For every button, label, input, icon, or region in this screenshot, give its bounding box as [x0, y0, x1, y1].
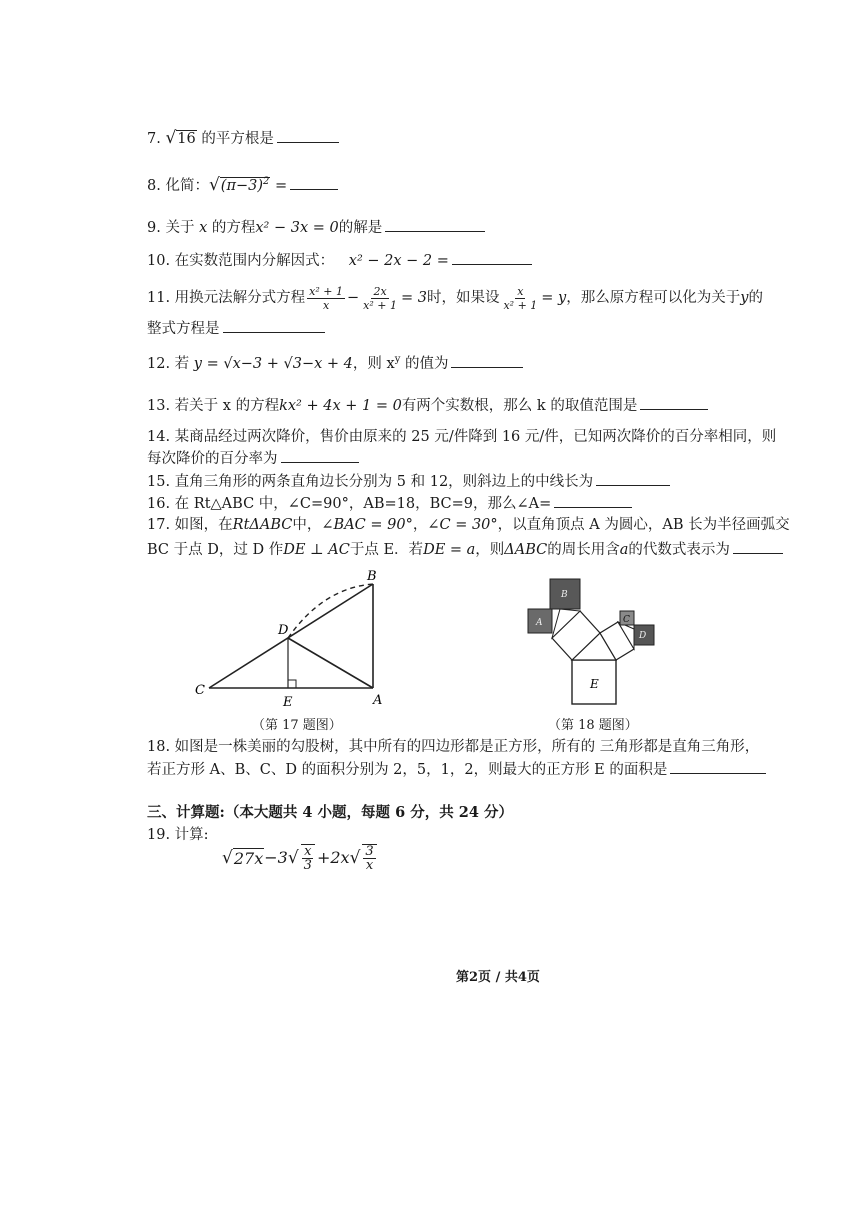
figure-17-caption: （第 17 题图）: [252, 718, 342, 733]
right-angle-mark: [288, 680, 296, 688]
numerator: 3: [365, 844, 374, 859]
triangle-name: RtΔABC: [232, 517, 293, 533]
figure-18-caption: （第 18 题图）: [548, 718, 638, 733]
label-c: C: [623, 615, 630, 625]
variable: x: [199, 220, 208, 236]
exponent: 2: [263, 176, 270, 187]
label-d: D: [639, 631, 647, 641]
question-17: [147, 515, 790, 535]
question-text: 有两个实数根，那么 k 的取值范围是: [401, 398, 638, 414]
label-a: A: [536, 618, 543, 628]
question-text: 某商品经过两次降价，售价由原来的 25 元/件降到 16 元/件，已知两次降价的百分率相同，则: [174, 429, 777, 445]
question-16: [147, 493, 632, 514]
sqrt-sign: √: [165, 128, 177, 148]
radicand: 16: [177, 131, 196, 147]
question-number: 17.: [147, 517, 171, 533]
denominator: x: [365, 858, 374, 873]
question-text: 计算:: [174, 827, 209, 843]
question-number: 10.: [147, 253, 171, 269]
radicand: (π−3): [220, 177, 264, 194]
question-number: 19.: [147, 827, 171, 843]
question-text: ，那么原方程可以化为关于: [566, 290, 741, 306]
question-text: 若关于 x 的方程: [174, 398, 280, 414]
question-text: 用换元法解分式方程: [174, 290, 306, 306]
minus-sign: −: [347, 290, 360, 306]
question-14-line-2: [147, 448, 359, 469]
label-b: B: [367, 569, 377, 584]
power-exponent: y: [394, 354, 401, 365]
answer-blank: [281, 448, 359, 463]
radicand: 27x: [233, 848, 264, 868]
question-text: BC 于点 D，过 D 作: [147, 542, 284, 558]
answer-blank: [277, 128, 339, 143]
triangle-name: ΔABC: [504, 542, 548, 558]
question-text: ，则: [352, 355, 382, 372]
angle-condition: ∠BAC = 90°: [321, 517, 413, 533]
question-text: 若正方形 A、B、C、D 的面积分别为 2，5，1，2，则最大的正方形 E 的面积是: [147, 762, 668, 778]
question-number: 14.: [147, 429, 171, 445]
question-number: 8.: [147, 177, 161, 194]
variable: y: [740, 290, 749, 306]
question-text: 的平方根是: [201, 131, 274, 147]
equation: x² − 3x = 0: [255, 220, 339, 236]
fraction: [307, 285, 345, 312]
answer-blank: [452, 250, 532, 265]
side-cb: [209, 584, 373, 688]
sqrt-sign: √: [208, 174, 220, 195]
question-11-line-2: [147, 318, 325, 339]
question-number: 12.: [147, 355, 171, 372]
figure-18-diagram: [522, 575, 662, 710]
question-text: 的代数式表示为: [628, 542, 730, 558]
question-text: 整式方程是: [147, 321, 220, 337]
question-text: 若: [174, 355, 190, 372]
denominator: 3: [303, 858, 312, 873]
question-text: 化简：: [165, 177, 209, 194]
segment-ad: [288, 638, 373, 688]
answer-blank: [596, 471, 670, 486]
question-14: [147, 427, 776, 447]
label-e: E: [283, 695, 293, 710]
question-15: [147, 471, 670, 492]
separator: ，: [412, 517, 428, 533]
numerator: x: [517, 284, 524, 298]
question-7: [147, 128, 339, 149]
length-condition: DE = a: [423, 542, 476, 558]
sqrt-sign: √: [349, 848, 361, 868]
question-text: 中，: [292, 517, 322, 533]
label-d: D: [278, 623, 289, 638]
question-number: 15.: [147, 474, 171, 490]
question-11: [147, 278, 763, 318]
answer-blank: [385, 217, 485, 232]
equation: y = √x−3 + √3−x + 4: [193, 355, 353, 372]
question-text: 的周长用含: [547, 542, 620, 558]
question-number: 18.: [147, 739, 171, 755]
question-8: [147, 172, 338, 196]
coefficient: −3: [264, 848, 288, 867]
answer-blank: [670, 759, 766, 774]
label-b: B: [561, 590, 568, 600]
question-text: ，以直角顶点 A 为圆心，AB 长为半径画弧交: [497, 517, 790, 533]
fraction: [362, 844, 376, 872]
fraction: [501, 285, 539, 312]
sqrt-sign: √: [222, 848, 233, 868]
answer-blank: [290, 175, 338, 190]
coefficient: +2x: [316, 848, 350, 867]
fraction: [301, 844, 315, 872]
denominator: x² + 1: [363, 298, 397, 312]
numerator: x: [304, 844, 312, 859]
equation-rhs: = 3: [400, 290, 427, 306]
answer-blank: [640, 395, 708, 410]
question-number: 7.: [147, 131, 161, 147]
figure-17-diagram: [185, 566, 395, 714]
sqrt-sign: √: [287, 848, 299, 868]
equals-sign: =: [275, 177, 288, 194]
question-text: 每次降价的百分率为: [147, 451, 278, 467]
question-text: 如图是一株美丽的勾股树，其中所有的四边形都是正方形，所有的 三角形都是直角三角形，: [174, 739, 760, 755]
answer-blank: [451, 353, 523, 368]
section-heading: 三、计算题:（本大题共 4 小题，每题 6 分，共 24 分）: [147, 804, 513, 821]
label-c: C: [195, 683, 205, 698]
question-number: 11.: [147, 290, 171, 306]
question-number: 13.: [147, 398, 171, 414]
question-text: 关于: [165, 220, 195, 236]
variable: a: [619, 542, 629, 558]
question-text: 的解是: [338, 220, 383, 236]
perpendicular-condition: DE ⊥ AC: [283, 542, 350, 558]
question-19: [147, 825, 209, 845]
denominator: x: [322, 298, 330, 312]
question-18-line-2: [147, 759, 766, 780]
question-number: 9.: [147, 220, 161, 236]
expression: x² − 2x − 2 =: [348, 253, 449, 269]
question-text: 如图，在: [174, 517, 233, 533]
question-text: 于点 E．若: [349, 542, 424, 558]
question-17-line-2: [147, 539, 783, 560]
label-e: E: [590, 677, 599, 691]
numerator: 2x: [373, 284, 387, 298]
denominator: x² + 1: [503, 298, 538, 312]
question-text: 在 Rt△ABC 中，∠C=90°，AB=18，BC=9，那么∠A=: [174, 496, 552, 512]
numerator: x² + 1: [309, 284, 343, 298]
question-18: [147, 737, 759, 757]
question-number: 16.: [147, 496, 171, 512]
question-text: 的方程: [211, 220, 256, 236]
substitution: = y: [541, 290, 567, 306]
question-text: 在实数范围内分解因式：: [174, 253, 335, 269]
question-text: 的: [748, 290, 763, 306]
equation: kx² + 4x + 1 = 0: [279, 398, 402, 414]
question-19-expression: [222, 836, 379, 880]
question-10: [147, 250, 532, 271]
answer-blank: [554, 493, 632, 508]
question-9: [147, 217, 485, 238]
answer-blank: [733, 539, 783, 554]
question-text: 时，如果设: [426, 290, 500, 306]
question-text: ，则: [475, 542, 505, 558]
question-13: [147, 395, 708, 416]
page-footer: 第2页 / 共4页: [456, 970, 540, 985]
question-12: [147, 350, 523, 374]
label-a: A: [373, 693, 383, 708]
question-text: 直角三角形的两条直角边长分别为 5 和 12，则斜边上的中线长为: [174, 474, 594, 490]
question-text: 的值为: [404, 355, 449, 372]
fraction: [361, 285, 399, 312]
answer-blank: [223, 318, 325, 333]
power-base: x: [386, 355, 395, 372]
angle-condition: ∠C = 30°: [427, 517, 498, 533]
